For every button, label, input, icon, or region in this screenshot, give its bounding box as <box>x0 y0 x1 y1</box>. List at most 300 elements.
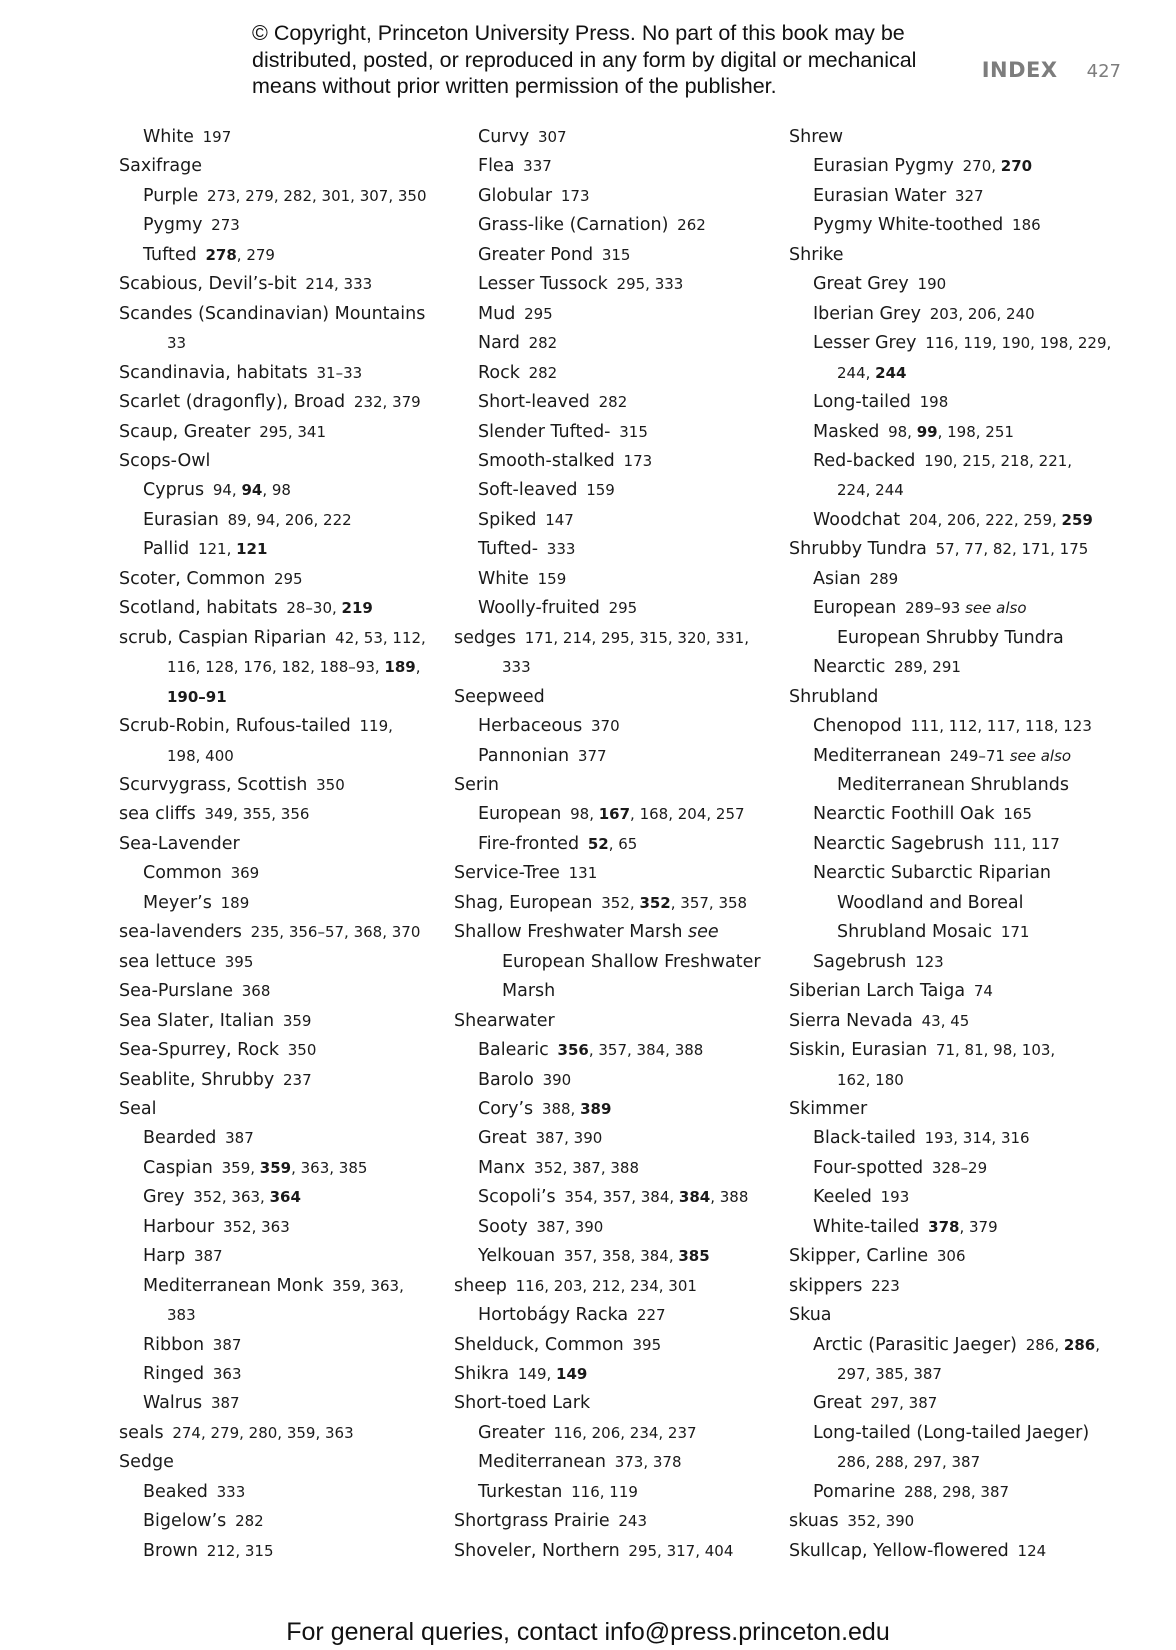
index-subentry <box>454 123 772 152</box>
index-entry <box>119 712 441 741</box>
page-references: 368 <box>241 982 271 1001</box>
index-term: Shag, European <box>454 892 593 913</box>
index-subentry <box>119 1360 441 1389</box>
index-term: Scrub-Robin, Rufous-tailed <box>119 716 351 737</box>
index-term: Shelduck, Common <box>454 1334 624 1355</box>
index-subentry <box>454 1242 772 1271</box>
index-term: Mediterranean <box>813 745 941 766</box>
page-references: 116, 206, 234, 237 <box>553 1423 697 1442</box>
index-term: European <box>478 804 562 825</box>
index-subentry <box>454 1095 772 1124</box>
index-term: Skimmer <box>789 1098 868 1119</box>
index-entry <box>789 123 1129 152</box>
index-entry <box>119 948 441 977</box>
index-term: Harp <box>143 1246 186 1267</box>
index-entry <box>454 771 772 800</box>
index-subentry <box>454 1154 772 1183</box>
index-term: Flea <box>478 156 515 177</box>
page-references: 395 <box>632 1335 662 1354</box>
index-term: Manx <box>478 1157 526 1178</box>
index-term: sheep <box>454 1275 507 1296</box>
page-references: 237 <box>283 1070 312 1089</box>
page-references: 171 <box>1000 923 1030 942</box>
index-term: Woodland and Boreal <box>837 892 1024 913</box>
page-references: 123 <box>915 952 944 971</box>
page-references: 198 <box>919 393 949 412</box>
page-references: 328–29 <box>931 1158 988 1177</box>
index-subentry <box>789 506 1129 535</box>
index-subentry <box>454 359 772 388</box>
index-term: Great <box>813 1393 862 1414</box>
index-subentry <box>789 948 1129 977</box>
index-subentry <box>454 594 772 623</box>
index-subentry <box>454 1183 772 1212</box>
page-references: 282 <box>528 334 558 353</box>
page-references: 363 <box>212 1365 242 1384</box>
index-term: White <box>143 127 194 147</box>
index-term: Siberian Larch Taiga <box>789 981 966 1002</box>
page-references: 388, 389 <box>541 1099 612 1118</box>
copyright-line: © Copyright, Princeton University Press. No part of this book may be <box>252 21 905 45</box>
index-subentry <box>454 1213 772 1242</box>
index-term: White <box>478 568 529 589</box>
page-references: 162, 180 <box>837 1070 904 1089</box>
index-subentry <box>789 712 1129 741</box>
index-term: Scurvygrass, Scottish <box>119 774 308 795</box>
copyright-line: distributed, posted, or reproduced in any form by digital or mechanical <box>252 47 917 72</box>
page-references: 198, 400 <box>167 746 234 765</box>
index-subentry <box>119 1389 441 1418</box>
index-term: Cory’s <box>478 1098 534 1119</box>
index-entry <box>119 918 441 947</box>
page-references: 111, 117 <box>992 834 1060 853</box>
index-subentry <box>789 565 1129 594</box>
index-term: Mediterranean Shrublands <box>837 774 1070 795</box>
index-term: Herbaceous <box>478 716 583 737</box>
index-subentry <box>789 300 1129 329</box>
index-subentry <box>789 594 1129 623</box>
index-term: Red-backed <box>813 450 916 471</box>
page-references: 116, 119 <box>571 1482 638 1501</box>
index-term: Tufted- <box>478 539 539 560</box>
page-references: 57, 77, 82, 171, 175 <box>935 540 1089 559</box>
page-references: 190, 215, 218, 221, <box>924 451 1073 470</box>
index-term: Woodchat <box>813 509 901 530</box>
page-references: 352, 363 <box>222 1217 290 1236</box>
page-references: 337 <box>523 157 552 176</box>
page-references: 327 <box>954 186 984 205</box>
page-references: 282 <box>528 363 558 382</box>
page-references: 193 <box>880 1188 910 1207</box>
index-term: Saxifrage <box>119 156 203 177</box>
index-term: Scarlet (dragonfly), Broad <box>119 392 346 413</box>
page-references: 387 <box>225 1129 254 1148</box>
index-entry <box>119 565 441 594</box>
page-references: 190–91 <box>167 687 227 706</box>
index-term: Bearded <box>143 1128 217 1149</box>
page-references: 262 <box>677 216 706 235</box>
index-term: Long-tailed (Long-tailed Jaeger) <box>813 1422 1090 1443</box>
index-entry <box>789 241 1129 270</box>
page-references: 295, 341 <box>259 422 327 441</box>
page-references: 377 <box>577 746 607 765</box>
index-term: Asian <box>813 568 861 589</box>
index-entry <box>119 418 441 447</box>
page-references: 289, 291 <box>894 658 961 677</box>
index-term: Black-tailed <box>813 1128 916 1149</box>
index-subentry <box>119 241 441 270</box>
page-references: 288, 298, 387 <box>904 1482 1010 1501</box>
index-term: Scotland, habitats <box>119 598 278 619</box>
running-head <box>982 58 1121 82</box>
page-references: 71, 81, 98, 103, <box>935 1041 1056 1060</box>
index-term: Shrew <box>789 127 844 147</box>
index-subentry <box>119 476 441 505</box>
index-term: Harbour <box>143 1216 215 1237</box>
page-references: 116, 128, 176, 182, 188–93, 189, <box>167 658 421 677</box>
copyright-line: means without prior written permission of the publisher. <box>252 74 777 98</box>
index-subentry <box>789 1183 1129 1212</box>
index-subentry <box>119 211 441 240</box>
index-column-3 <box>789 123 1129 1566</box>
index-entry-continuation <box>454 653 772 682</box>
index-term: Shortgrass Prairie <box>454 1511 610 1532</box>
index-term: sea cliffs <box>119 804 196 825</box>
index-term: Meyer’s <box>143 892 212 913</box>
index-subentry <box>789 270 1129 299</box>
index-term: Four-spotted <box>813 1157 924 1178</box>
index-term: Yelkouan <box>478 1246 556 1267</box>
index-subentry <box>119 1478 441 1507</box>
index-subentry <box>789 211 1129 240</box>
index-entry <box>119 977 441 1006</box>
index-entry <box>789 683 1129 712</box>
index-subentry <box>454 1419 772 1448</box>
page-references: 282 <box>598 393 628 412</box>
index-term: Great <box>478 1128 527 1149</box>
index-term: European Shrubby Tundra <box>837 627 1064 648</box>
index-term: Pallid <box>143 539 190 560</box>
page-references: 159 <box>537 569 567 588</box>
index-subentry <box>789 800 1129 829</box>
page-references: 214, 333 <box>305 275 373 294</box>
page-references: 98, 99, 198, 251 <box>888 422 1014 441</box>
index-subentry <box>119 1242 441 1271</box>
page-references: 395 <box>224 952 254 971</box>
page-references: 357, 358, 384, 385 <box>563 1247 710 1266</box>
page-references: 173 <box>560 186 590 205</box>
page-references: 306 <box>936 1247 966 1266</box>
index-subentry <box>454 270 772 299</box>
index-subentry <box>454 506 772 535</box>
page-references: 189 <box>220 893 250 912</box>
index-subentry <box>119 1272 441 1301</box>
running-head-title: INDEX <box>981 58 1058 82</box>
index-entry <box>454 1360 772 1389</box>
footer-contact: For general queries, contact info@press.princeton.edu <box>286 1618 890 1646</box>
index-entry-continuation <box>789 624 1129 653</box>
index-subentry <box>454 152 772 181</box>
index-subentry <box>454 535 772 564</box>
index-term: Beaked <box>143 1481 208 1502</box>
index-subentry <box>119 1183 441 1212</box>
index-term: Globular <box>478 185 553 206</box>
page-references: 356, 357, 384, 388 <box>557 1041 704 1060</box>
index-term: Skua <box>789 1305 832 1326</box>
index-entry <box>119 771 441 800</box>
index-subentry <box>454 712 772 741</box>
index-subentry <box>789 418 1129 447</box>
page-references: 350 <box>287 1041 317 1060</box>
index-entry <box>789 1007 1129 1036</box>
index-term: skippers <box>789 1275 863 1296</box>
index-entry-continuation <box>454 948 772 977</box>
index-term: Iberian Grey <box>813 303 921 324</box>
index-term: Shrubby Tundra <box>789 539 927 560</box>
page-references: 232, 379 <box>353 393 421 412</box>
index-term: Sierra Nevada <box>789 1010 913 1031</box>
index-entry-continuation <box>789 476 1129 505</box>
index-subentry <box>119 182 441 211</box>
index-entry <box>119 800 441 829</box>
index-term: Eurasian <box>143 509 219 530</box>
index-term: Common <box>143 863 222 884</box>
page-references: 333 <box>502 658 531 677</box>
page-references: 295 <box>524 304 553 323</box>
page-references: 121, 121 <box>197 540 268 559</box>
index-term: Masked <box>813 421 880 442</box>
index-subentry <box>789 1154 1129 1183</box>
index-term: Nearctic <box>813 657 886 678</box>
index-term: Sea-Purslane <box>119 981 234 1002</box>
index-entry-continuation <box>789 1066 1129 1095</box>
page-references: 28–30, 219 <box>286 599 373 618</box>
index-entry <box>789 1036 1129 1065</box>
index-term: sea lettuce <box>119 951 217 972</box>
index-subentry <box>789 830 1129 859</box>
index-entry <box>119 152 441 181</box>
index-subentry <box>119 1331 441 1360</box>
page-references: 370 <box>591 717 620 736</box>
page-references: 31–33 <box>316 363 363 382</box>
index-term: Shikra <box>454 1364 510 1385</box>
page-number: 427 <box>1086 61 1121 82</box>
page-references: 227 <box>636 1306 666 1325</box>
page-references: 42, 53, 112, <box>335 628 426 647</box>
page-references: 390 <box>542 1070 572 1089</box>
page-references: 295, 317, 404 <box>628 1541 734 1560</box>
index-term: Nearctic Subarctic Riparian <box>813 863 1052 884</box>
page-references: 282 <box>235 1512 264 1531</box>
index-term: Spiked <box>478 509 537 530</box>
index-entry <box>454 1272 772 1301</box>
index-entry-continuation <box>119 683 441 712</box>
index-term: Mud <box>478 303 516 324</box>
page-references: 197 <box>202 128 232 146</box>
index-term: Pygmy White-toothed <box>813 215 1004 236</box>
page-references: 212, 315 <box>206 1541 274 1560</box>
index-term: Sea-Lavender <box>119 833 240 854</box>
page-references: 387, 390 <box>536 1217 604 1236</box>
page-references: 273 <box>211 216 240 235</box>
index-subentry <box>789 1419 1129 1448</box>
index-subentry <box>789 653 1129 682</box>
index-term: Pygmy <box>143 215 203 236</box>
index-entry <box>454 859 772 888</box>
index-term: Rock <box>478 362 520 383</box>
copyright-notice <box>252 20 952 100</box>
page-references: 297, 385, 387 <box>837 1365 942 1384</box>
index-entry <box>119 1036 441 1065</box>
page-references: 249–71 see also <box>949 746 1072 765</box>
index-term: Shoveler, Northern <box>454 1540 620 1561</box>
page-references: 159 <box>586 481 615 500</box>
page-references: 387 <box>212 1335 242 1354</box>
index-subentry <box>119 889 441 918</box>
page-references: 273, 279, 282, 301, 307, 350 <box>207 186 427 205</box>
index-term: Scoter, Common <box>119 568 266 589</box>
index-term: sedges <box>454 627 516 648</box>
page-references: 270, 270 <box>962 157 1033 176</box>
index-term: skuas <box>789 1511 839 1532</box>
index-term: Tufted <box>143 244 197 265</box>
index-term: scrub, Caspian Riparian <box>119 627 327 648</box>
index-term: Shrubland <box>789 686 879 707</box>
index-subentry <box>789 329 1129 358</box>
index-subentry <box>119 1507 441 1536</box>
page-references: 297, 387 <box>870 1394 938 1413</box>
page-references: 149, 149 <box>517 1365 588 1384</box>
page-references: 224, 244 <box>837 481 904 500</box>
index-entry-continuation <box>789 771 1129 800</box>
index-entry <box>454 889 772 918</box>
index-term: Eurasian Water <box>813 185 947 206</box>
index-subentry <box>454 1478 772 1507</box>
index-subentry <box>454 329 772 358</box>
index-term: Ringed <box>143 1364 205 1385</box>
index-column-2 <box>454 123 772 1566</box>
page-references: 52, 65 <box>587 834 638 853</box>
page-references: 369 <box>230 864 260 883</box>
page-references: 387, 390 <box>535 1129 603 1148</box>
index-term: Pomarine <box>813 1481 896 1502</box>
index-entry <box>789 1095 1129 1124</box>
index-term: European Shallow Freshwater <box>502 951 761 972</box>
page-references: 295 <box>273 569 303 588</box>
index-entry <box>119 270 441 299</box>
page-references: 315 <box>619 422 648 441</box>
index-entry <box>454 918 772 947</box>
index-entry <box>119 447 441 476</box>
index-term: Seablite, Shrubby <box>119 1069 275 1090</box>
index-subentry <box>789 182 1129 211</box>
page-references: 354, 357, 384, 384, 388 <box>564 1188 749 1207</box>
index-entry <box>454 624 772 653</box>
index-term: Marsh <box>502 981 556 1002</box>
index-term: Woolly-fruited <box>478 598 600 619</box>
index-term: Fire-fronted <box>478 833 580 854</box>
page-references: 119, <box>359 717 393 736</box>
index-subentry <box>454 1036 772 1065</box>
index-entry <box>119 1448 441 1477</box>
index-term: Cyprus <box>143 480 205 501</box>
index-term: Lesser Grey <box>813 333 917 354</box>
index-subentry <box>119 506 441 535</box>
page-references: 352, 352, 357, 358 <box>601 893 748 912</box>
index-entry-continuation <box>789 1448 1129 1477</box>
page-references: 111, 112, 117, 118, 123 <box>910 717 1092 736</box>
index-entry <box>789 977 1129 1006</box>
index-subentry <box>454 1124 772 1153</box>
index-term: Great Grey <box>813 274 909 295</box>
index-term: Arctic (Parasitic Jaeger) <box>813 1334 1017 1355</box>
index-term: Seal <box>119 1098 157 1119</box>
page-references: 359 <box>282 1011 312 1030</box>
index-term: Skipper, Carline <box>789 1246 929 1267</box>
index-entry <box>789 535 1129 564</box>
index-entry <box>454 1007 772 1036</box>
index-subentry <box>119 1213 441 1242</box>
page-references: 43, 45 <box>921 1011 970 1030</box>
index-subentry <box>789 859 1129 888</box>
index-entry <box>119 594 441 623</box>
page-references: 204, 206, 222, 259, 259 <box>908 510 1093 529</box>
index-term: Mediterranean <box>478 1452 606 1473</box>
index-subentry <box>789 1124 1129 1153</box>
index-term: Soft-leaved <box>478 480 578 501</box>
index-subentry <box>454 830 772 859</box>
index-subentry <box>789 152 1129 181</box>
index-subentry <box>454 241 772 270</box>
index-subentry <box>119 1124 441 1153</box>
index-entry-continuation <box>119 653 441 682</box>
page-references: 190 <box>917 275 947 294</box>
index-subentry <box>119 535 441 564</box>
index-term: Curvy <box>478 127 530 147</box>
index-subentry <box>454 565 772 594</box>
index-subentry <box>789 388 1129 417</box>
index-entry <box>789 1301 1129 1330</box>
index-term: Long-tailed <box>813 392 911 413</box>
index-entry <box>119 1066 441 1095</box>
page-references: 131 <box>568 864 598 883</box>
page-references: 203, 206, 240 <box>929 304 1035 323</box>
index-term: Scabious, Devil’s-bit <box>119 274 297 295</box>
index-term: Slender Tufted- <box>478 421 611 442</box>
page-references: 373, 378 <box>614 1453 682 1472</box>
index-subentry <box>454 1448 772 1477</box>
index-subentry <box>789 1478 1129 1507</box>
index-entry <box>789 1242 1129 1271</box>
index-entry <box>789 1537 1129 1566</box>
index-term: White-tailed <box>813 1216 920 1237</box>
page-references: 286, 288, 297, 387 <box>837 1453 981 1472</box>
index-entry-continuation <box>119 742 441 771</box>
index-entry-continuation <box>119 329 441 358</box>
index-term: Service-Tree <box>454 863 560 884</box>
index-entry <box>454 683 772 712</box>
index-entry <box>454 1537 772 1566</box>
index-subentry <box>454 388 772 417</box>
index-term: Bigelow’s <box>143 1511 227 1532</box>
page-references: 243 <box>618 1512 648 1531</box>
index-subentry <box>789 742 1129 771</box>
index-term: Turkestan <box>478 1481 563 1502</box>
page-references: 352, 363, 364 <box>193 1188 301 1207</box>
page-references: 295 <box>608 599 638 618</box>
index-term: Balearic <box>478 1040 549 1061</box>
index-subentry <box>454 476 772 505</box>
